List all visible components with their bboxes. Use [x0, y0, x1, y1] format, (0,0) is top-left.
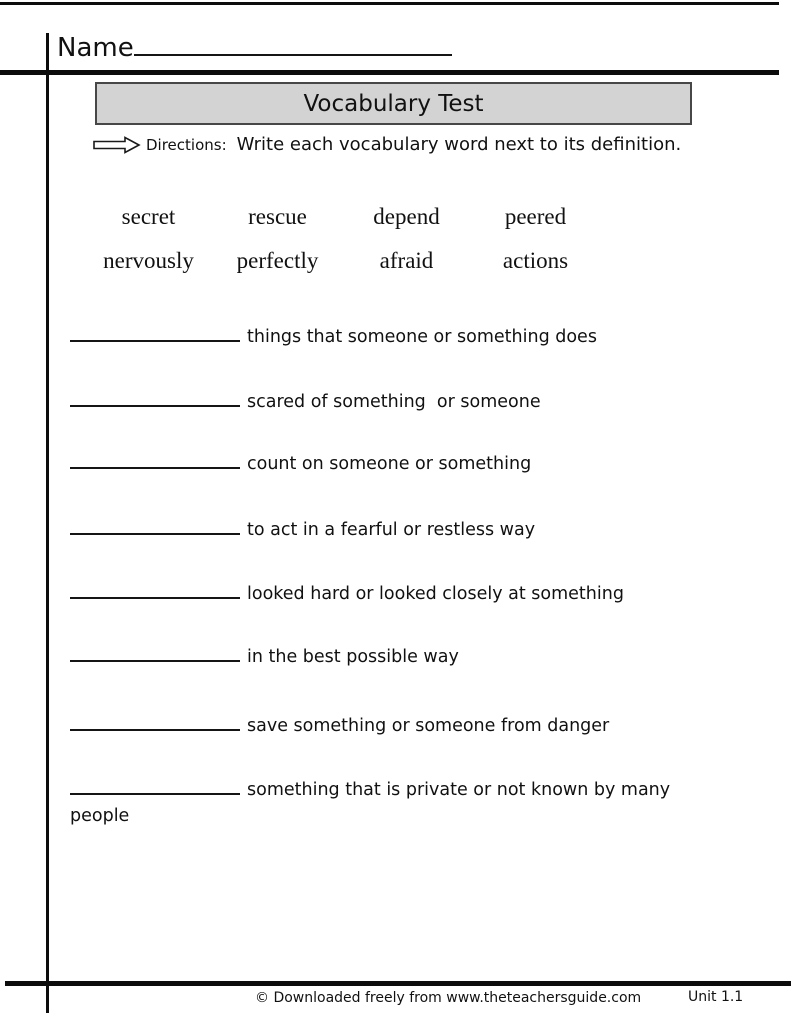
- answer-blank-line: [70, 645, 240, 663]
- footer-divider-rule: [5, 981, 791, 986]
- definition-row: [70, 644, 770, 670]
- definition-row: [70, 517, 770, 543]
- answer-blank-line: [70, 518, 240, 536]
- definition-row: [70, 389, 770, 415]
- page-title: Vocabulary Test: [303, 90, 484, 117]
- directions-text: Write each vocabulary word next to its definition.: [236, 134, 682, 155]
- answer-blank-line: [70, 582, 240, 600]
- title-box: [95, 82, 692, 125]
- answer-blank-line: [70, 778, 240, 796]
- name-row: [57, 30, 452, 63]
- definition-text: in the best possible way: [247, 647, 459, 667]
- definition-text: things that someone or something does: [247, 327, 597, 347]
- word-bank-item: nervously: [103, 248, 194, 273]
- name-label: Name: [57, 33, 134, 63]
- word-bank-item: depend: [373, 204, 440, 229]
- directions-row: [93, 134, 681, 155]
- definition-text: scared of something or someone: [247, 392, 541, 412]
- answer-blank-line: [70, 325, 240, 343]
- word-bank-item: afraid: [379, 248, 434, 273]
- word-bank: [84, 204, 600, 274]
- answer-blank-line: [70, 714, 240, 732]
- definition-row: [70, 713, 770, 739]
- definition-text: to act in a fearful or restless way: [247, 520, 536, 540]
- left-margin-rule: [46, 33, 49, 1013]
- footer-credit: © Downloaded freely from www.theteachersguide.com: [255, 990, 642, 1006]
- definition-row: [70, 324, 770, 350]
- name-blank-line: [134, 30, 452, 56]
- definition-text: looked hard or looked closely at something: [247, 584, 624, 604]
- directions-label: Directions:: [146, 135, 227, 154]
- definition-row: [70, 777, 730, 830]
- word-bank-item: peered: [504, 204, 567, 229]
- footer-unit-label: Unit 1.1: [688, 989, 744, 1005]
- word-bank-item: actions: [502, 248, 569, 273]
- definition-text: save something or someone from danger: [247, 716, 610, 736]
- word-bank-item: rescue: [248, 204, 307, 229]
- definition-row: [70, 581, 770, 607]
- answer-blank-line: [70, 452, 240, 470]
- header-divider-rule: [0, 70, 779, 75]
- answer-blank-line: [70, 390, 240, 408]
- word-bank-item: secret: [121, 204, 176, 229]
- definition-text: something that is private or not known by many people: [70, 780, 676, 827]
- definition-row: [70, 451, 770, 477]
- word-bank-item: perfectly: [236, 248, 319, 273]
- top-thin-rule: [0, 2, 779, 5]
- arrow-icon: [93, 136, 141, 154]
- definition-text: count on someone or something: [247, 454, 532, 474]
